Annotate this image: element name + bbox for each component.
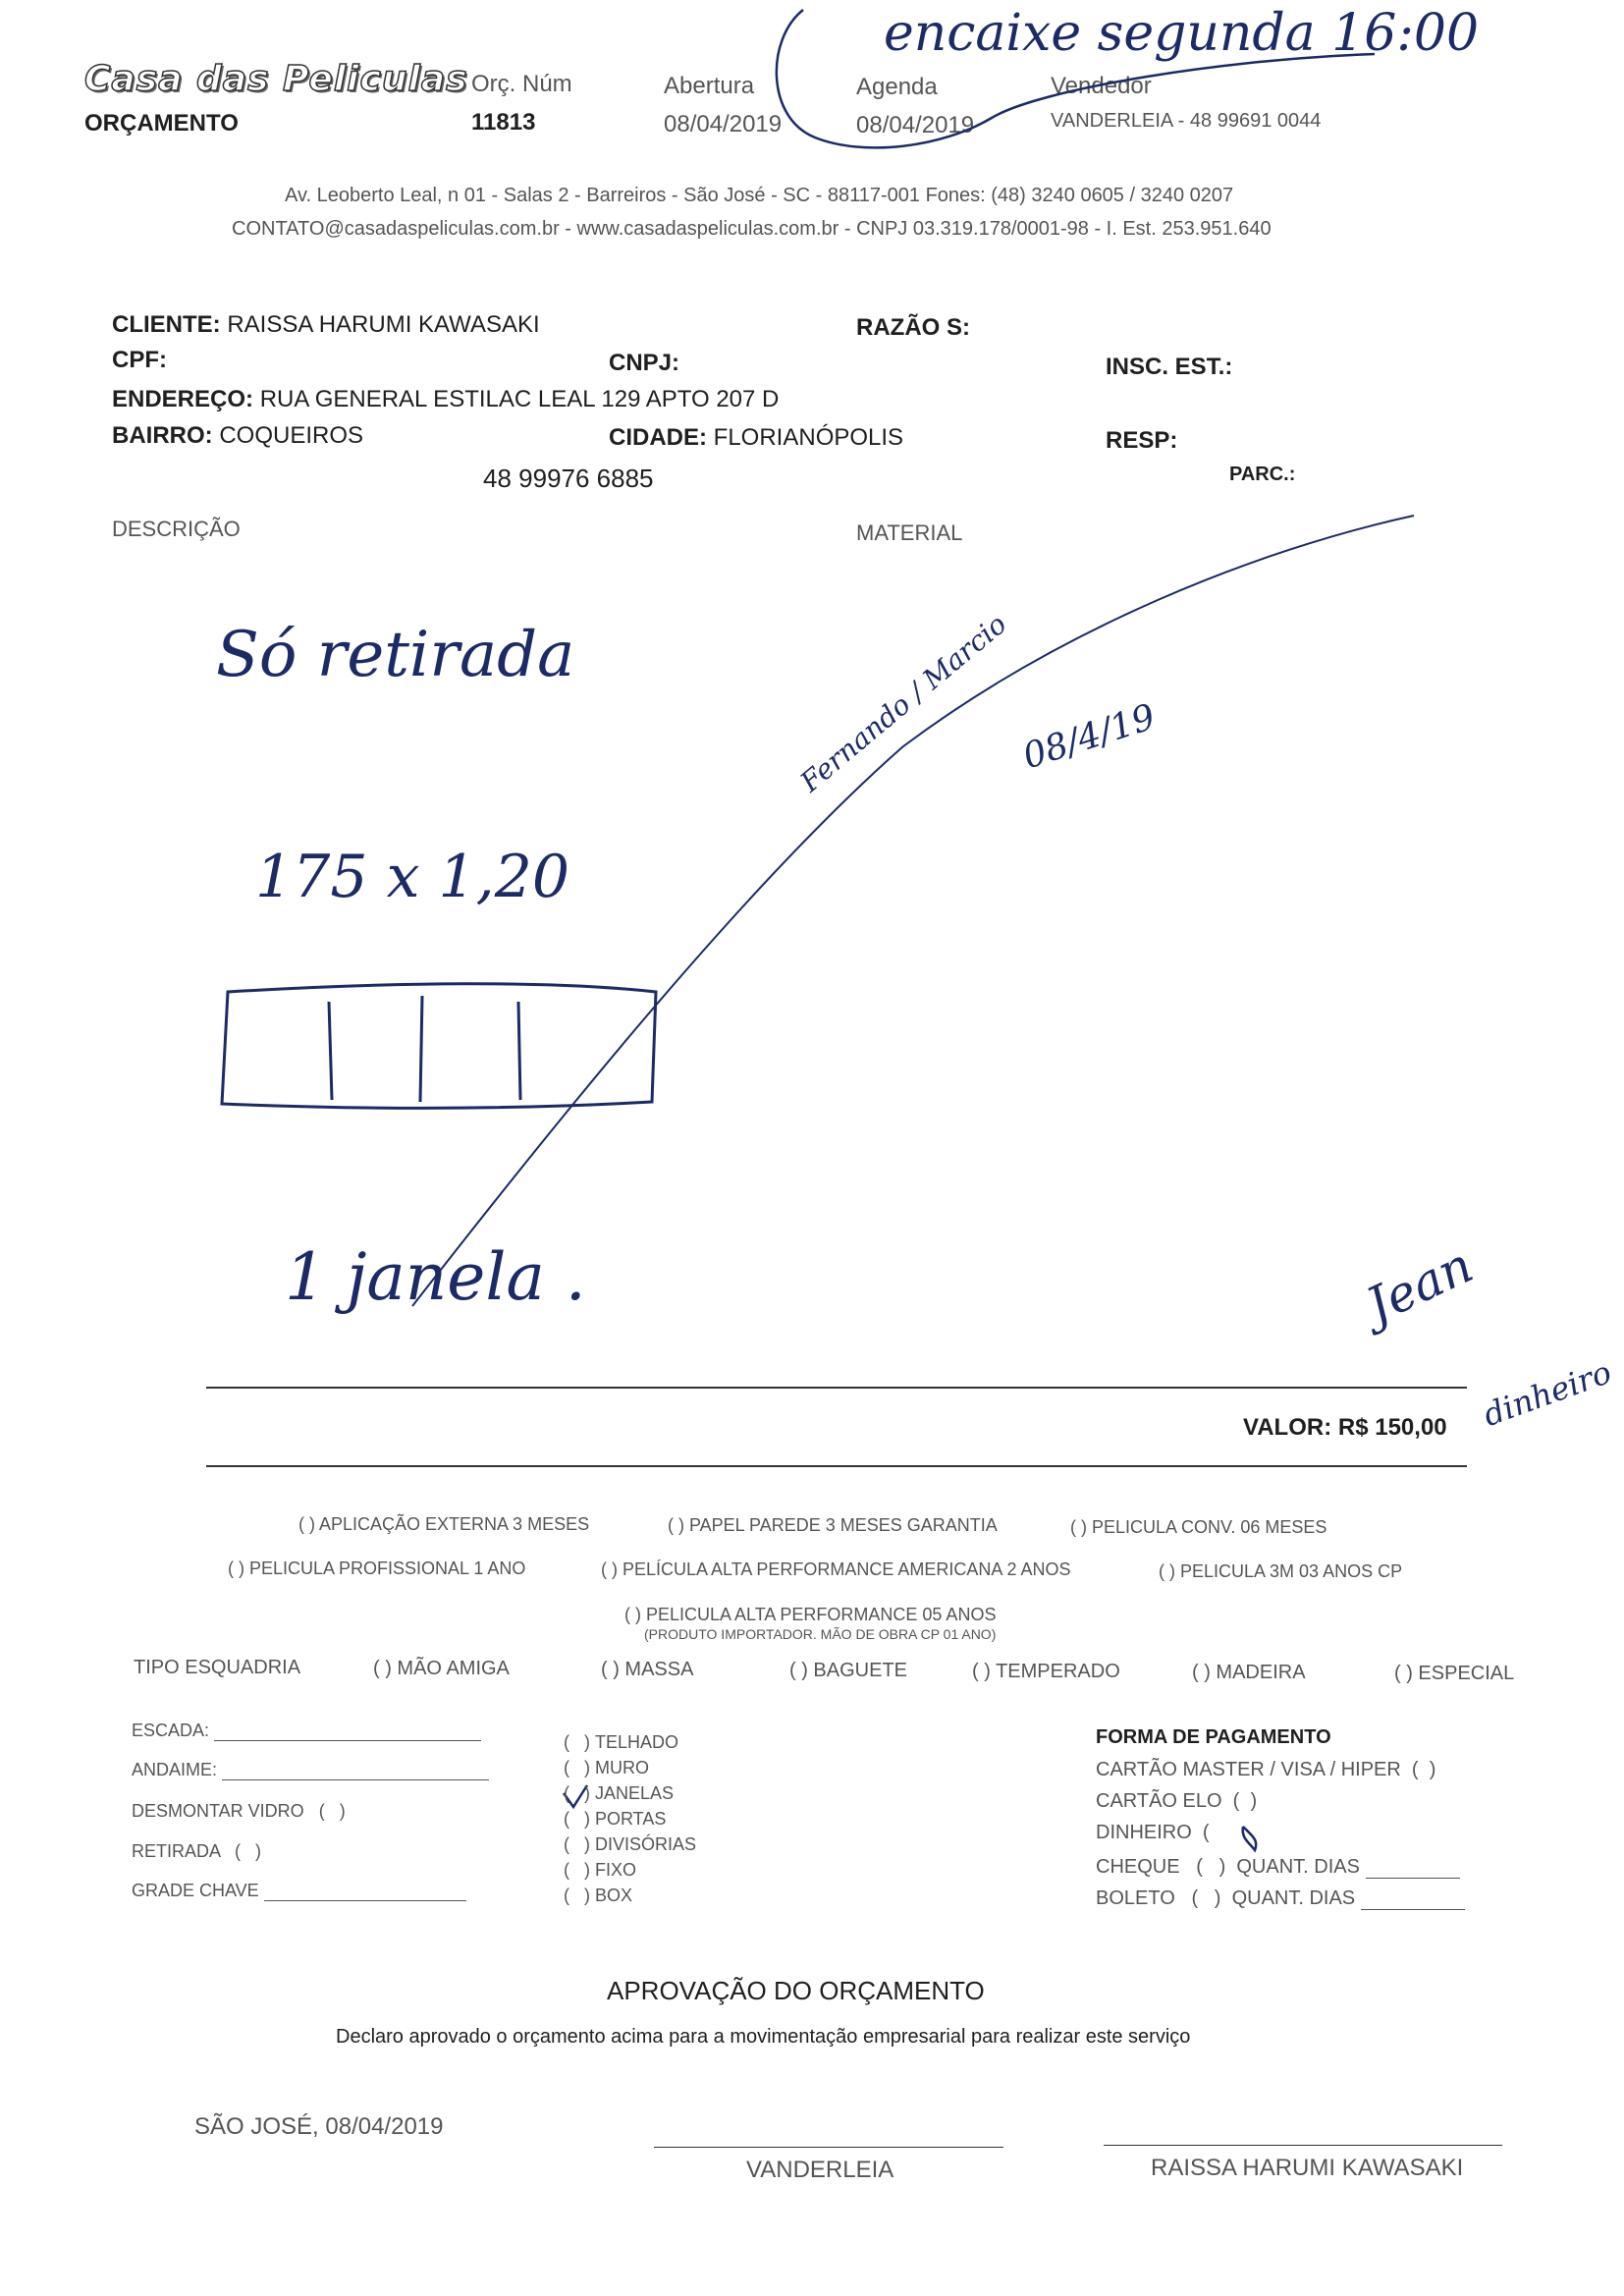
pay-cheque-dias: QUANT. DIAS [1236, 1856, 1360, 1878]
insc-est-label: INSC. EST.: [1106, 354, 1233, 380]
pay-cheque[interactable]: CHEQUE ( ) QUANT. DIAS [1096, 1856, 1460, 1879]
handwritten-initials: Jean [1357, 1236, 1482, 1335]
check-divisorias[interactable]: ( ) DIVISÓRIAS [564, 1834, 697, 1854]
retirada-field[interactable] [132, 1841, 261, 1862]
divisorias-label: DIVISÓRIAS [595, 1834, 697, 1854]
handwritten-date: 08/4/19 [1018, 696, 1161, 778]
escada-field[interactable] [132, 1721, 481, 1741]
esquadria-especial[interactable]: ( ) ESPECIAL [1394, 1663, 1515, 1684]
pay-cheque-line [1366, 1878, 1460, 1879]
bairro-label: BAIRRO: [112, 422, 213, 449]
pay-master-label: CARTÃO MASTER / VISA / HIPER [1096, 1759, 1401, 1780]
check-muro[interactable]: ( ) MURO [564, 1758, 649, 1777]
esquadria-mao-amiga[interactable]: ( ) MÃO AMIGA [373, 1658, 510, 1679]
andaime-line [222, 1779, 489, 1780]
divider-bottom [206, 1465, 1467, 1467]
handwritten-payment-note: dinheiro [1478, 1352, 1617, 1435]
cidade-label: CIDADE: [609, 424, 707, 451]
endereco-label: ENDEREÇO: [112, 386, 254, 412]
check-portas[interactable]: ( ) PORTAS [564, 1809, 667, 1829]
cpf-label: CPF: [112, 347, 167, 373]
escada-label: ESCADA: [132, 1721, 210, 1740]
telhado-label: TELHADO [595, 1732, 679, 1752]
cnpj-label: CNPJ: [609, 350, 680, 376]
option-alta-performance-05[interactable]: ( ) PELICULA ALTA PERFORMANCE 05 ANOS [624, 1605, 997, 1624]
material-header: MATERIAL [856, 520, 963, 545]
parc-label: PARC.: [1229, 464, 1296, 485]
bairro-value: COQUEIROS [219, 422, 364, 449]
check-fixo[interactable]: ( ) FIXO [564, 1860, 637, 1880]
option-pelicula-profissional[interactable]: ( ) PELICULA PROFISSIONAL 1 ANO [228, 1558, 526, 1578]
descricao-header: DESCRIÇÃO [112, 517, 241, 541]
pay-elo[interactable]: CARTÃO ELO ( ) [1096, 1790, 1258, 1812]
abertura-value: 08/04/2019 [664, 111, 783, 137]
desmontar-label: DESMONTAR VIDRO [132, 1801, 304, 1821]
client-phone: 48 99976 6885 [483, 464, 654, 493]
option-aplicacao-externa[interactable]: ( ) APLICAÇÃO EXTERNA 3 MESES [298, 1514, 590, 1534]
razao-label: RAZÃO S: [856, 314, 970, 341]
divider-top [206, 1387, 1467, 1389]
option-pelicula-conv[interactable]: ( ) PELICULA CONV. 06 MESES [1070, 1517, 1327, 1537]
abertura-label: Abertura [664, 73, 755, 99]
signature-line-client [1104, 2145, 1502, 2146]
retirada-checkbox[interactable]: ( ) [225, 1841, 262, 1861]
desmontar-field[interactable] [132, 1801, 346, 1822]
address-line: Av. Leoberto Leal, n 01 - Salas 2 - Barreiros - São José - SC - 88117-001 Fones: (48) 3240 0605 / 3240 0207 [285, 185, 1234, 206]
retirada-label: RETIRADA [132, 1841, 221, 1861]
escada-line [214, 1740, 481, 1741]
grade-chave-label: GRADE CHAVE [132, 1881, 259, 1900]
agenda-label: Agenda [856, 74, 938, 100]
grade-chave-field[interactable] [132, 1881, 466, 1901]
desmontar-checkbox[interactable]: ( ) [308, 1801, 346, 1821]
vendedor-label: Vendedor [1051, 73, 1152, 99]
check-box[interactable]: ( ) BOX [564, 1886, 633, 1905]
box-label: BOX [595, 1886, 633, 1905]
option-pelicula-3m[interactable]: ( ) PELICULA 3M 03 ANOS CP [1159, 1561, 1403, 1581]
cliente-label: CLIENTE: [112, 311, 221, 338]
endereco-value: RUA GENERAL ESTILAC LEAL 129 APTO 207 D [259, 386, 780, 412]
approval-title: APROVAÇÃO DO ORÇAMENTO [607, 1976, 985, 2005]
contact-line: CONTATO@casadaspeliculas.com.br - www.casadaspeliculas.com.br - CNPJ 03.319.178/0001-98 - I. Est. 253.951.640 [232, 218, 1272, 240]
pay-dinheiro-label: DINHEIRO [1096, 1822, 1192, 1843]
andaime-field[interactable] [132, 1760, 489, 1780]
option-papel-parede[interactable]: ( ) PAPEL PAREDE 3 MESES GARANTIA [668, 1515, 998, 1535]
janelas-label: JANELAS [595, 1783, 675, 1803]
agenda-value: 08/04/2019 [856, 112, 975, 138]
esquadria-madeira[interactable]: ( ) MADEIRA [1192, 1662, 1306, 1683]
pay-elo-label: CARTÃO ELO [1096, 1790, 1222, 1812]
orc-num-label: Orç. Núm [471, 71, 572, 97]
signature-line-seller [654, 2147, 1003, 2148]
pay-cheque-label: CHEQUE [1096, 1856, 1180, 1878]
resp-label: RESP: [1106, 427, 1178, 454]
handwritten-line-3: 1 janela . [285, 1239, 586, 1315]
brand-logo: Casa das Peliculas [84, 59, 468, 99]
approval-text: Declaro aprovado o orçamento acima para a movimentação empresarial para realizar este serviço [336, 2026, 1191, 2048]
place-date: SÃO JOSÉ, 08/04/2019 [194, 2113, 444, 2140]
handwritten-names: Fernando / Marcio [793, 607, 1013, 798]
pay-boleto-line [1361, 1909, 1465, 1910]
portas-label: PORTAS [595, 1809, 667, 1829]
pay-boleto-dias: QUANT. DIAS [1231, 1887, 1356, 1909]
pay-boleto-label: BOLETO [1096, 1887, 1175, 1909]
valor-amount: R$ 150,00 [1337, 1414, 1447, 1441]
andaime-label: ANDAIME: [132, 1760, 218, 1779]
option-alta-performance-americana[interactable]: ( ) PELÍCULA ALTA PERFORMANCE AMERICANA 2 ANOS [601, 1559, 1071, 1579]
orc-num-value: 11813 [471, 109, 536, 136]
muro-label: MURO [595, 1758, 649, 1777]
valor-label: VALOR: [1243, 1414, 1332, 1441]
esquadria-label: TIPO ESQUADRIA [134, 1657, 301, 1678]
pay-master[interactable]: CARTÃO MASTER / VISA / HIPER ( ) [1096, 1759, 1436, 1780]
check-telhado[interactable]: ( ) TELHADO [564, 1732, 679, 1752]
signature-seller-name: VANDERLEIA [746, 2157, 894, 2183]
cidade-value: FLORIANÓPOLIS [713, 424, 904, 451]
handwritten-line-1: Só retirada [216, 619, 575, 691]
grade-chave-line [264, 1900, 466, 1901]
fixo-label: FIXO [595, 1860, 637, 1880]
esquadria-massa[interactable]: ( ) MASSA [601, 1659, 694, 1680]
payment-title: FORMA DE PAGAMENTO [1096, 1726, 1331, 1748]
vendedor-value: VANDERLEIA - 48 99691 0044 [1051, 110, 1322, 132]
option-alta-performance-05-note: (PRODUTO IMPORTADOR. MÃO DE OBRA CP 01 ANO) [644, 1626, 997, 1642]
esquadria-baguete[interactable]: ( ) BAGUETE [789, 1660, 908, 1681]
doc-type-title: ORÇAMENTO [84, 110, 239, 137]
pay-boleto[interactable]: BOLETO ( ) QUANT. DIAS [1096, 1887, 1465, 1910]
handwritten-measurements: 175 x 1,20 [255, 843, 570, 911]
handwritten-schedule-note: encaixe segunda 16:00 [884, 4, 1480, 63]
pay-dinheiro[interactable]: DINHEIRO ( [1096, 1822, 1210, 1843]
esquadria-temperado[interactable]: ( ) TEMPERADO [972, 1661, 1120, 1682]
valor-row [1243, 1414, 1447, 1442]
cliente-value: RAISSA HARUMI KAWASAKI [227, 311, 540, 338]
signature-client-name: RAISSA HARUMI KAWASAKI [1151, 2155, 1464, 2181]
check-janelas[interactable]: ( ) JANELAS [564, 1783, 675, 1803]
